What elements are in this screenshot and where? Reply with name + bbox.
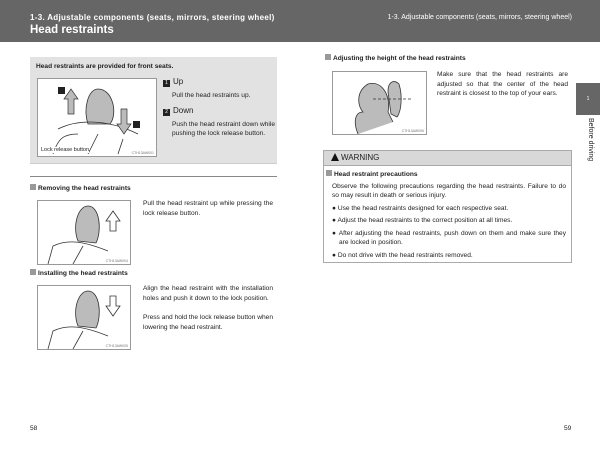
warning-title: WARNING xyxy=(341,153,380,162)
lock-release-label: Lock release button xyxy=(41,147,90,153)
side-tab[interactable]: 1 xyxy=(576,83,600,115)
installing-text-1: Align the head restraint with the installation holes and push it down to the lock position. xyxy=(143,285,273,302)
page-number-right: 59 xyxy=(564,425,572,432)
intro-text: Head restraints are provided for front seats. xyxy=(36,63,174,70)
page-title: Head restraints xyxy=(30,24,114,36)
side-tab-label: Before driving xyxy=(587,118,594,162)
figure-code: CTH13AW005 xyxy=(105,344,128,348)
section-title: 1-3. Adjustable components (seats, mirrors, steering wheel) xyxy=(30,13,275,22)
divider xyxy=(30,176,277,177)
step-number: 1 xyxy=(163,80,170,87)
adjusting-heading: Adjusting the height of the head restraints xyxy=(325,54,466,64)
adjusting-text: Make sure that the head restraints are adjusted so that the center of the head restraint is closest to the top of your ears. xyxy=(437,71,568,97)
warning-box xyxy=(323,150,572,263)
warning-bullet: ● Adjust the head restraints to the correct position at all times. xyxy=(332,217,513,224)
head-restraint-illustration xyxy=(38,79,156,156)
warning-bullet: ● After adjusting the head restraints, push down on them and make sure they are locked in position. xyxy=(332,229,566,246)
installing-figure xyxy=(37,285,131,350)
step-text: Push the head restraint down while pushing the lock release button. xyxy=(172,120,275,137)
warning-heading: Head restraint precautions xyxy=(326,170,571,180)
warning-intro: Observe the following precautions regarding the head restraints. Failure to do so may result in death or serious injury. xyxy=(332,182,566,199)
page-number-left: 58 xyxy=(30,425,38,432)
step-label: Up xyxy=(173,77,184,86)
head-restraint-figure xyxy=(37,78,157,157)
step-down xyxy=(163,106,275,116)
steps xyxy=(163,77,275,139)
warning-bullet: ● Use the head restraints designed for each respective seat. xyxy=(332,204,509,212)
right-section-title: 1-3. Adjustable components (seats, mirrors, steering wheel) xyxy=(387,14,572,21)
adjusting-figure xyxy=(332,71,427,135)
warning-bullet: ● Do not drive with the head restraints removed. xyxy=(332,251,473,259)
removing-figure xyxy=(37,200,131,265)
removing-text: Pull the head restraint up while pressing the lock release button. xyxy=(143,200,273,217)
warning-icon xyxy=(331,153,339,161)
step-text: Pull the head restraints up. xyxy=(172,92,251,99)
step-number: 2 xyxy=(163,109,170,116)
figure-code: CTH13AW006 xyxy=(401,129,424,133)
figure-code: CTH13AW004 xyxy=(105,259,128,263)
step-up xyxy=(163,77,275,87)
intro-box xyxy=(30,57,277,164)
step-label: Down xyxy=(173,105,194,115)
removing-heading: Removing the head restraints xyxy=(30,184,131,194)
figure-code: CTH13AW001 xyxy=(131,151,154,155)
warning-header xyxy=(324,151,571,166)
installing-heading: Installing the head restraints xyxy=(30,269,128,279)
installing-text-2: Press and hold the lock release button when lowering the head restraint. xyxy=(143,314,273,331)
